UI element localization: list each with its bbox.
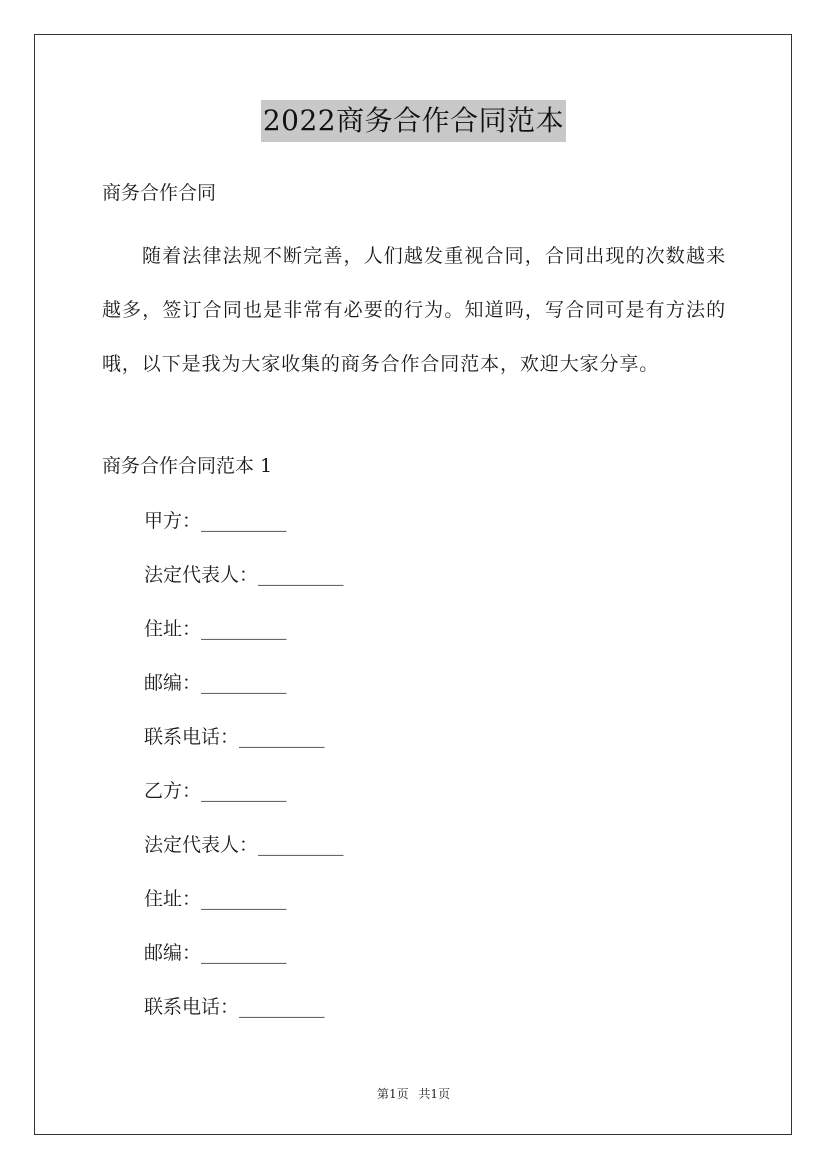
- party-a-phone-field: 联系电话：_________: [144, 726, 325, 748]
- section-heading: 商务合作合同: [102, 182, 217, 204]
- party-a-field: 甲方：_________: [144, 510, 287, 532]
- party-a-postcode-field: 邮编：_________: [144, 672, 287, 694]
- party-b-postcode-field: 邮编：_________: [144, 942, 287, 964]
- party-b-phone-field: 联系电话：_________: [144, 996, 325, 1018]
- party-b-field: 乙方：_________: [144, 780, 287, 802]
- party-a-address-field: 住址：_________: [144, 618, 287, 640]
- party-b-legal-rep-field: 法定代表人：_________: [144, 834, 344, 856]
- party-a-legal-rep-field: 法定代表人：_________: [144, 564, 344, 586]
- party-b-address-field: 住址：_________: [144, 888, 287, 910]
- title-container: [0, 100, 827, 142]
- template-heading: 商务合作合同范本 1: [102, 455, 273, 477]
- intro-paragraph: 随着法律法规不断完善，人们越发重视合同，合同出现的次数越来越多，签订合同也是非常有必要的行为。知道吗，写合同可是有方法的哦，以下是我为大家收集的商务合作合同范本，欢迎大家分享。: [102, 245, 726, 375]
- document-title: 2022商务合作合同范本: [261, 100, 566, 142]
- page-footer: 第1页 共1页: [376, 1087, 451, 1101]
